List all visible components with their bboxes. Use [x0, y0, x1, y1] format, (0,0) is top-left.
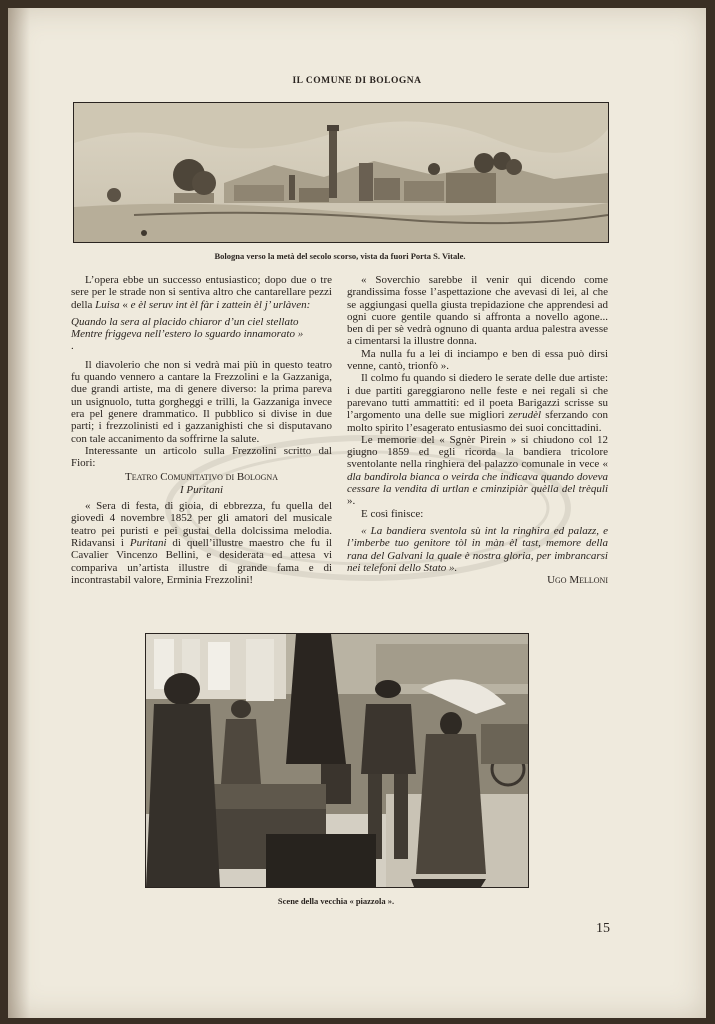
paragraph: Il colmo fu quando si diedero le serate delle due artiste: i due partiti gareggiarono nelle feste e nei regali sì che parevano tutti ammattiti: ed il poeta Barigazzi scrisse su l’argomento una delle sue migliori zerudèl sferzando con molto spirito l’esagerato entusiasmo dei suoi concittadini. — [347, 372, 608, 434]
closing-quote: « La bandiera sventola sù int la ringhira ed palazz, e l’imberbe tuo genitore tòl in màn èl tast, memore della rana del Galvani la quale è nostra gloria, per imbrancarsi nei telefoni dello Stato ». — [347, 524, 608, 574]
paragraph: E così finisce: — [361, 507, 424, 520]
verse-quote — [71, 316, 332, 353]
magazine-page — [8, 8, 706, 1018]
figure-caption-bottom: Scene della vecchia « piazzola ». — [277, 896, 395, 906]
paragraph: « Sera di festa, di gioia, di ebbrezza, fu quella del giovedì 4 novembre 1852 per gli amatori del musicale teatro pei puristi e pei gustai della dolcissima melodia. Ridavansi i Puritani di quell’illustre maestro che fu il Cavalier Vincenzo Bellini, e desiderata ed attesa vi compariva un’artista illustre di grande fama e di incontrastabil valore, Erminia Frezzolini! — [71, 500, 332, 586]
photo-old-piazzola — [145, 633, 529, 888]
market-scene-photo — [146, 634, 528, 887]
section-subheading: I Puritani — [179, 483, 224, 496]
page-number: 15 — [596, 921, 610, 936]
author-signature: Ugo Melloni — [547, 574, 608, 587]
italic-word: Luisa — [95, 298, 120, 311]
verse-line-2: Mentre friggeva nell’estero lo sguardo innamorato » . — [71, 328, 304, 353]
watermark-stamp — [158, 428, 578, 588]
running-title: IL COMUNE DI BOLOGNA — [292, 76, 422, 86]
engraving-bologna-view — [73, 102, 609, 243]
paragraph: Il diavolerio che non si vedrà mai più in questo teatro fu quando vennero a cantare la Frezzolini e la Gazzaniga, due grandi artiste, ma di genere diverso: la prima pareva un usignuolo, tutta gorgheggi e trilli, la Gazzaniga invece era pel genere drammatico. Il pubblico si divise in due parti; i frezzolinisti ed i gazzanighisti che si disputavano con tale accanimento da soffrirne la salute. — [71, 358, 332, 445]
page-binding-shadow — [8, 8, 30, 1018]
paragraph: Ma nulla fu a lei di inciampo e ben di essa può dirsi venne, cantò, trionfò ». — [347, 347, 608, 373]
dialect-quote: e èl seruv int èl fàr i zattein èl j’ urlàven: — [130, 298, 311, 311]
verse-line-1: Quando la sera al placido chiaror d’un ciel stellato — [71, 315, 299, 328]
paragraph: Le memorie del « Sgnèr Pirein » si chiudono col 12 giugno 1859 ed egli ricorda la bandiera tricolore sventolante nella ringhiera del palazzo comunale in vece « dla bandirola bianca o veirda che indicava quando doveva cessare la vendita di urtlan e cminzipiàr quèlla del trèquli ». — [347, 433, 608, 508]
engraving-illustration — [74, 103, 608, 242]
paragraph: L’opera ebbe un successo entusiastico; dopo due o tre sere per le strade non si sentiva altro che cantarellare pezzi della Luisa « e èl seruv int èl fàr i zattein èl j’ urlàven: — [71, 274, 332, 311]
italic-word: Puritani — [129, 536, 167, 549]
figure-caption-top: Bologna verso la metà del secolo scorso, vista da fuori Porta S. Vitale. — [214, 251, 466, 261]
paragraph: « Soverchio sarebbe il venir qui dicendo come grandissima fosse l’aspettazione che avevasi di lei, al che se aggiungasi quella giusta trepidazione che apprendesi ad ogni cuore gentile quando si affronta a novello agone... ben di per sè vedrà ognuno di quanta ardua palestra avesse a cimentarsi la illustre donna. — [347, 274, 608, 348]
dialect-quote: dla bandirola bianca o veirda che indicava quando doveva cessare la vendita di urtlan e cminzipiàr quèlla del trèquli — [347, 470, 608, 496]
paragraph: Interessante un articolo sulla Frezzolini scritto dal Fiori: — [71, 444, 332, 470]
section-heading: Teatro Comunitativo di Bologna — [125, 471, 278, 484]
italic-word: zerudèl — [508, 409, 542, 422]
